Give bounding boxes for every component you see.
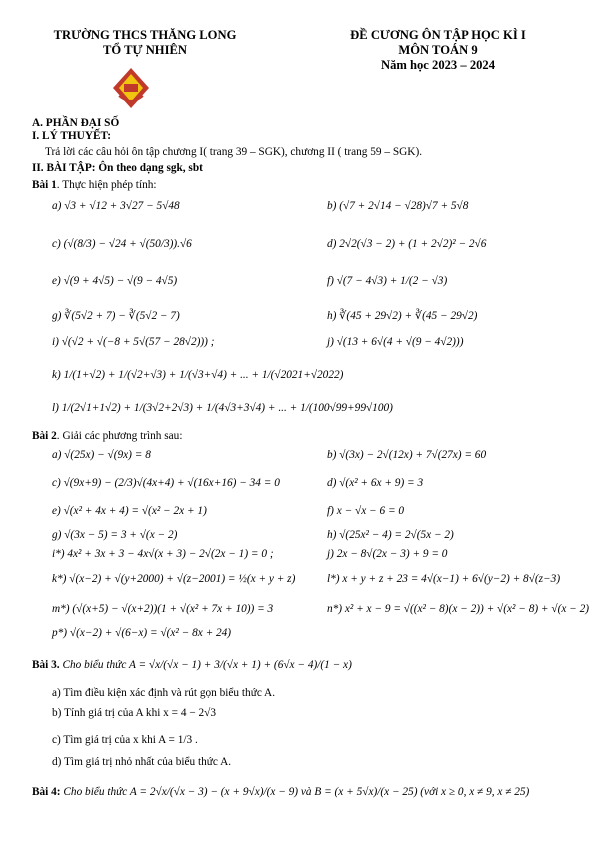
theory-title: I. LÝ THUYẾT: — [32, 130, 111, 142]
bai3-title: Bài 3. — [32, 659, 60, 671]
bai2-b: b) √(3x) − 2√(12x) + 7√(27x) = 60 — [327, 449, 487, 461]
bai1-c: c) (√(8/3) − √24 + √(50/3)).√6 — [52, 238, 192, 250]
bai2-j: j) 2x − 8√(2x − 3) + 9 = 0 — [327, 548, 448, 560]
subject: MÔN TOÁN 9 — [398, 42, 478, 57]
bai1-heading — [32, 179, 157, 192]
bai1-title: Bài 1 — [32, 179, 57, 191]
exercises-title: II. BÀI TẬP: Ôn theo dạng sgk, sbt — [32, 162, 203, 174]
bai1-j: j) √(13 + 6√(4 + √(9 − 4√2))) — [327, 336, 464, 348]
theory-text: Trả lời các câu hỏi ôn tập chương I( trang 39 – SGK), chương II ( trang 59 – SGK). — [45, 146, 423, 158]
bai1-k: k) 1/(1+√2) + 1/(√2+√3) + 1/(√3+√4) + ... + 1/(√2021+√2022) — [52, 369, 344, 381]
bai3-d: d) Tìm giá trị nhỏ nhất của biểu thức A. — [52, 756, 232, 768]
bai2-f: f) x − √x − 6 = 0 — [327, 505, 405, 517]
group-name: TỔ TỰ NHIÊN — [103, 42, 187, 57]
school-name: TRƯỜNG THCS THĂNG LONG — [53, 28, 237, 42]
bai3-a: a) Tìm điều kiện xác định và rút gọn biểu thức A. — [52, 687, 276, 699]
bai2-d: d) √(x² + 6x + 9) = 3 — [327, 477, 424, 489]
bai3-intro: Cho biểu thức A = √x/(√x − 1) + 3/(√x + 1) + (6√x − 4)/(1 − x) — [59, 659, 352, 671]
bai2-intro: . Giải các phương trình sau: — [56, 430, 183, 442]
bai2-l: l*) x + y + z + 23 = 4√(x−1) + 6√(y−2) + 8√(z−3) — [327, 573, 561, 585]
school-logo-icon — [111, 66, 151, 110]
bai1-h: h) ∛(45 + 29√2) + ∛(45 − 29√2) — [327, 310, 478, 322]
bai2-k: k*) √(x−2) + √(y+2000) + √(z−2001) = ½(x + y + z) — [52, 573, 296, 585]
bai1-b: b) (√7 + 2√14 − √28)√7 + 5√8 — [327, 200, 469, 212]
bai1-f: f) √(7 − 4√3) + 1/(2 − √3) — [327, 275, 448, 287]
bai3-heading — [32, 659, 352, 672]
bai1-g: g) ∛(5√2 + 7) − ∛(5√2 − 7) — [52, 310, 180, 322]
bai1-i: i) √(√2 + √(−8 + 5√(57 − 28√2))) ; — [52, 336, 215, 348]
bai2-i: i*) 4x² + 3x + 3 − 4x√(x + 3) − 2√(2x − 1) = 0 ; — [52, 548, 274, 560]
bai2-g: g) √(3x − 5) = 3 + √(x − 2) — [52, 529, 178, 541]
bai1-l: l) 1/(2√1+1√2) + 1/(3√2+2√3) + 1/(4√3+3√4) + ... + 1/(100√99+99√100) — [52, 402, 393, 414]
bai1-a: a) √3 + √12 + 3√27 − 5√48 — [52, 200, 180, 212]
bai3-c: c) Tìm giá trị của x khi A = 1/3 . — [52, 734, 198, 746]
bai4-title: Bài 4: — [32, 786, 61, 798]
bai1-e: e) √(9 + 4√5) − √(9 − 4√5) — [52, 275, 178, 287]
school-year: Năm học 2023 – 2024 — [380, 57, 496, 72]
bai4-heading — [32, 786, 529, 799]
bai2-e: e) √(x² + 4x + 4) = √(x² − 2x + 1) — [52, 505, 207, 517]
bai2-h: h) √(25x² − 4) = 2√(5x − 2) — [327, 529, 454, 541]
bai3-b: b) Tính giá trị của A khi x = 4 − 2√3 — [52, 707, 217, 719]
bai2-n: n*) x² + x − 9 = √((x² − 8)(x − 2)) + √(x² − 8) + √(x − 2) — [327, 603, 590, 615]
bai4-intro: Cho biểu thức A = 2√x/(√x − 3) − (x + 9√x)/(x − 9) và B = (x + 5√x)/(x − 25) (với x ≥ 0, x ≠ 9, x ≠ 25) — [60, 786, 530, 798]
bai2-heading — [32, 430, 182, 443]
header-left — [30, 28, 260, 58]
header-right — [318, 28, 558, 73]
bai2-c: c) √(9x+9) − (2/3)√(4x+4) + √(16x+16) − 34 = 0 — [52, 477, 280, 489]
bai2-m: m*) (√(x+5) − √(x+2))(1 + √(x² + 7x + 10)) = 3 — [52, 603, 274, 615]
section-a-title: A. PHẦN ĐẠI SỐ — [32, 117, 120, 129]
bai2-title: Bài 2 — [32, 430, 57, 442]
document-title: ĐỀ CƯƠNG ÔN TẬP HỌC KÌ I — [350, 28, 526, 42]
bai1-d: d) 2√2(√3 − 2) + (1 + 2√2)² − 2√6 — [327, 238, 487, 250]
bai2-p: p*) √(x−2) + √(6−x) = √(x² − 8x + 24) — [52, 627, 232, 639]
bai2-a: a) √(25x) − √(9x) = 8 — [52, 449, 151, 461]
bai1-intro: . Thực hiện phép tính: — [56, 179, 157, 191]
